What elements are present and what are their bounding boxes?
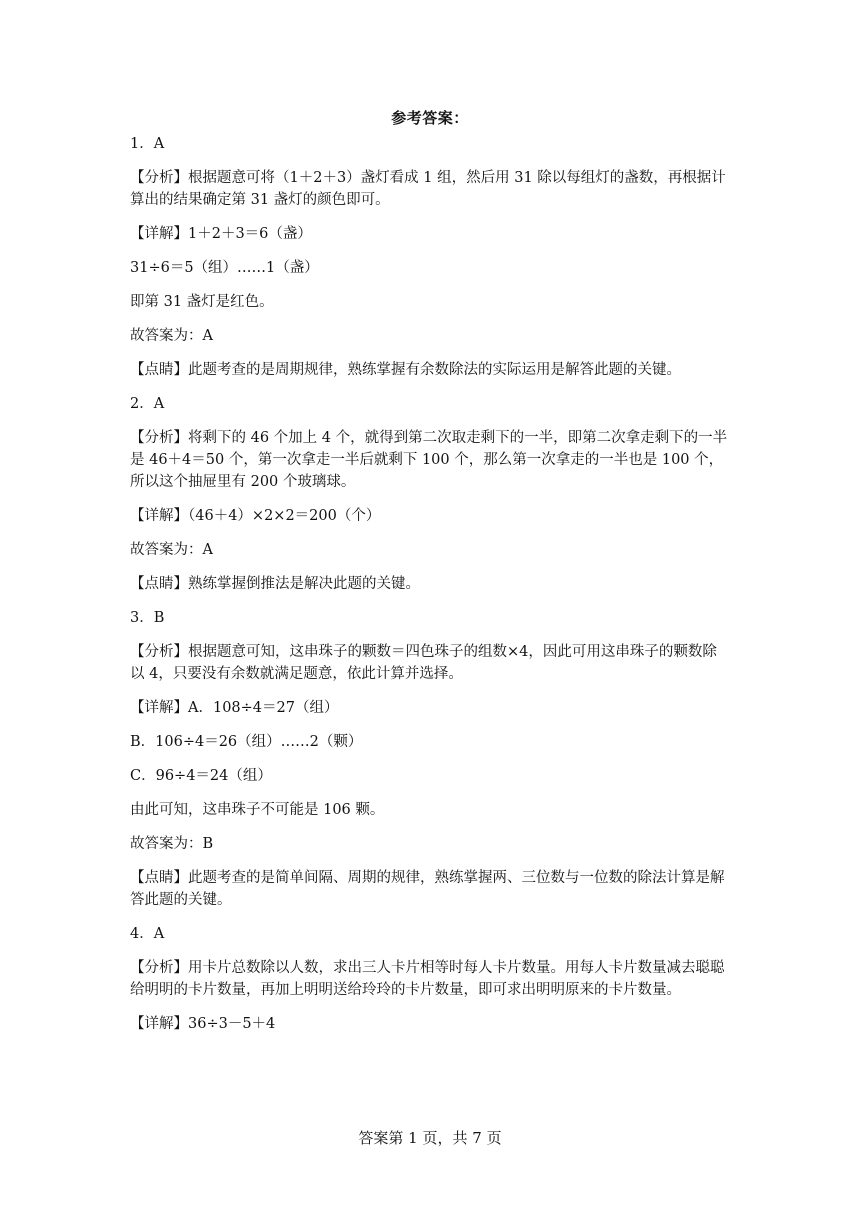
answer-line: 故答案为：B [130,836,214,852]
question-number: 3．B [130,610,165,626]
solution-line: 即第 31 盏灯是红色。 [130,294,274,310]
analysis-paragraph: 【分析】将剩下的 46 个加上 4 个，就得到第二次取走剩下的一半，即第二次拿走剩下的一半是 46＋4＝50 个，第一次拿走一半后就剩下 100 个，那么第一次拿走的一半也是 100 个，所以这个抽屉里有 200 个玻璃球。 [130,430,728,490]
solution-line: 【详解】A．108÷4＝27（组） [130,700,339,716]
analysis-paragraph: 【分析】根据题意可知，这串珠子的颗数＝四色珠子的组数×4，因此可用这串珠子的颗数除以 4，只要没有余数就满足题意，依此计算并选择。 [130,644,717,682]
answer-line: 故答案为：A [130,542,213,558]
question-number: 1．A [130,136,165,152]
comment-paragraph: 【点睛】此题考查的是简单间隔、周期的规律，熟练掌握两、三位数与一位数的除法计算是解答此题的关键。 [130,870,725,908]
solution-line: 【详解】36÷3－5＋4 [130,1016,276,1032]
solution-line: 由此可知，这串珠子不可能是 106 颗。 [130,802,385,818]
solution-line: C．96÷4＝24（组） [130,768,272,784]
solution-line: B．106÷4＝26（组）……2（颗） [130,734,363,750]
solution-line: 【详解】（46＋4）×2×2＝200（个） [130,508,381,524]
page-title: 参考答案： [391,109,469,127]
question-number: 4．A [130,926,165,942]
analysis-paragraph: 【分析】根据题意可将（1＋2＋3）盏灯看成 1 组，然后用 31 除以每组灯的盏数，再根据计算出的结果确定第 31 盏灯的颜色即可。 [130,170,726,208]
question-number: 2．A [130,396,165,412]
solution-line: 【详解】1＋2＋3＝6（盏） [130,226,312,242]
comment-paragraph: 【点睛】熟练掌握倒推法是解决此题的关键。 [130,576,420,592]
page-footer: 答案第 1 页，共 7 页 [358,1129,502,1147]
comment-paragraph: 【点睛】此题考查的是周期规律，熟练掌握有余数除法的实际运用是解答此题的关键。 [130,362,681,378]
answer-content [130,133,730,1047]
analysis-paragraph: 【分析】用卡片总数除以人数，求出三人卡片相等时每人卡片数量。用每人卡片数量减去聪聪给明明的卡片数量，再加上明明送给玲玲的卡片数量，即可求出明明原来的卡片数量。 [130,960,725,998]
solution-line: 31÷6＝5（组）……1（盏） [130,260,319,276]
answer-line: 故答案为：A [130,328,213,344]
